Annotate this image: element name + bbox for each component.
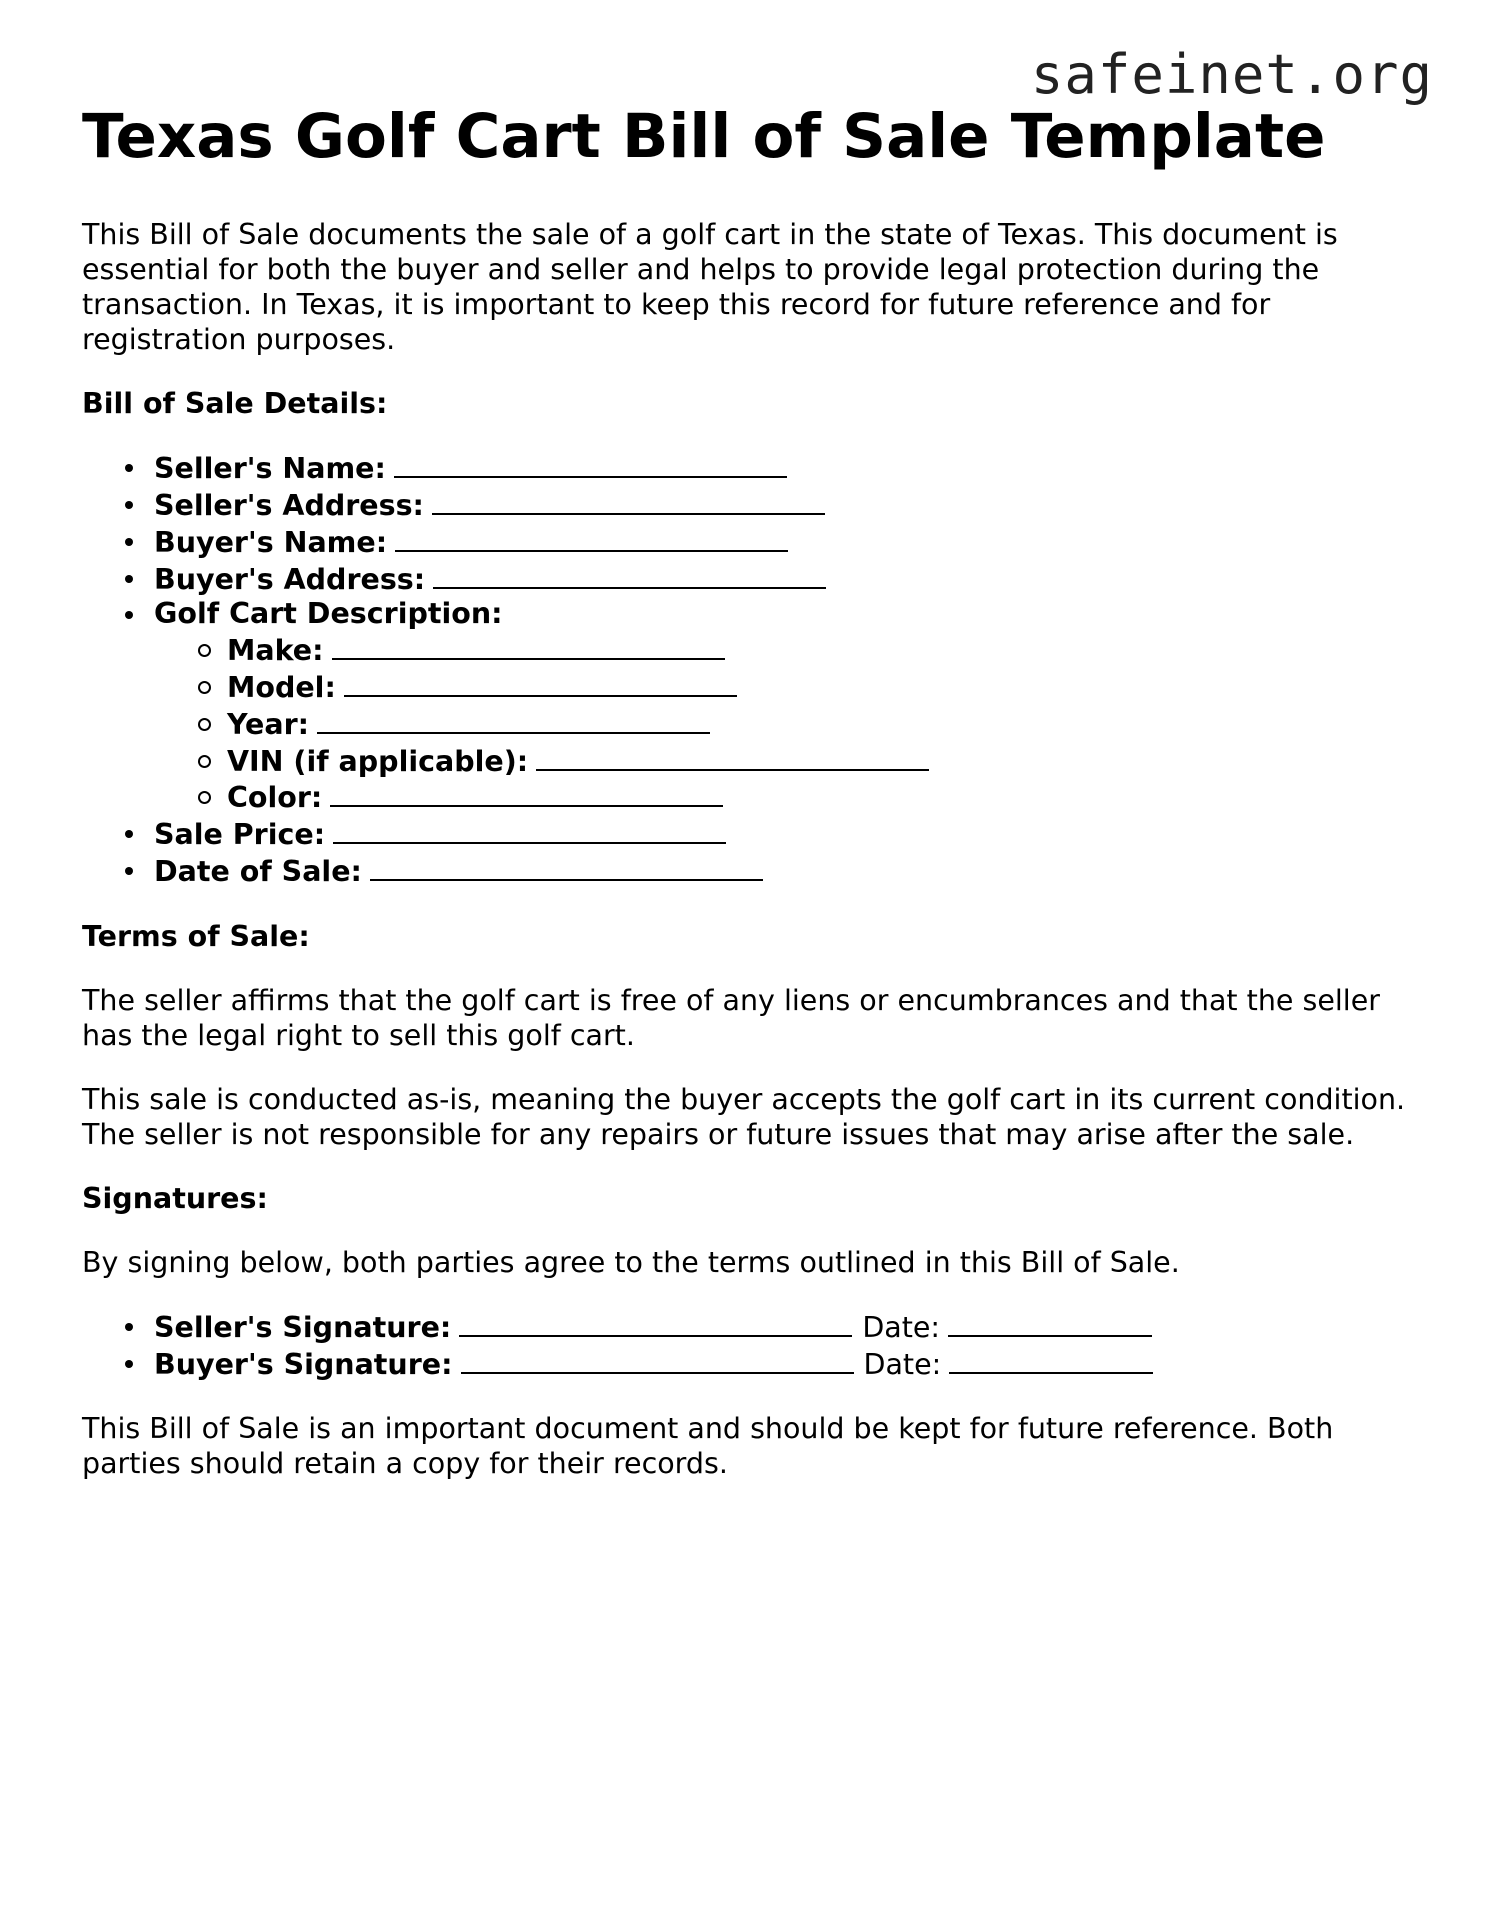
watermark: safeinet.org [1030,43,1433,106]
buyer-signature-item [82,1346,1412,1383]
vin-blank[interactable] [536,743,929,771]
year-label: Year: [227,707,310,741]
vin-label: VIN (if applicable): [227,744,529,778]
seller-name-item [82,450,1412,487]
signatures-intro: By signing below, both parties agree to the terms outlined in this Bill of Sale. [82,1245,1180,1279]
golf-cart-description-item [82,597,1412,632]
vin-item [82,743,1412,780]
closing-paragraph: This Bill of Sale is an important document and should be kept for future reference. Both parties should retain a copy for their records. [82,1412,1334,1481]
seller-address-item [82,487,1412,524]
buyer-signature-blank[interactable] [461,1346,854,1374]
make-label: Make: [227,634,324,668]
date-of-sale-item [82,853,1412,890]
make-item [82,632,1412,669]
year-blank[interactable] [317,706,710,734]
intro-paragraph: This Bill of Sale documents the sale of a golf cart in the state of Texas. This document is essential for both the buyer and seller and helps to provide legal protection during the transaction. In Texas, it is important to keep this record for future reference and for registration purposes. [82,218,1338,357]
year-item [82,706,1412,743]
seller-name-label: Seller's Name: [154,452,386,486]
buyer-address-blank[interactable] [433,561,826,589]
details-list [82,450,1412,890]
sale-price-item [82,816,1412,853]
make-blank[interactable] [332,632,725,660]
seller-date-blank[interactable] [948,1309,1152,1337]
buyer-name-blank[interactable] [395,524,788,552]
terms-paragraph-1: The seller affirms that the golf cart is free of any liens or encumbrances and that the seller has the legal right to sell this golf cart. [82,983,1380,1052]
seller-signature-item [82,1309,1412,1346]
model-label: Model: [227,670,336,704]
buyer-address-label: Buyer's Address: [154,562,426,596]
sale-price-blank[interactable] [333,816,726,844]
color-item [82,779,1412,816]
seller-date-label: Date: [862,1310,941,1344]
date-of-sale-label: Date of Sale: [154,854,362,888]
sale-price-label: Sale Price: [154,818,326,852]
terms-paragraph-2: This sale is conducted as-is, meaning the buyer accepts the golf cart in its current condition. The seller is not responsible for any repairs or future issues that may arise after the sale. [82,1082,1406,1151]
document-page [82,100,1412,1481]
golf-cart-description-label: Golf Cart Description: [154,597,503,631]
color-label: Color: [227,781,323,815]
seller-signature-label: Seller's Signature: [154,1310,452,1344]
document-title: Texas Golf Cart Bill of Sale Template [82,101,1326,172]
buyer-name-item [82,524,1412,561]
color-blank[interactable] [330,779,723,807]
seller-signature-blank[interactable] [459,1309,852,1337]
seller-address-label: Seller's Address: [154,488,424,522]
date-of-sale-blank[interactable] [370,853,763,881]
model-item [82,669,1412,706]
buyer-address-item [82,561,1412,598]
signatures-list [82,1309,1412,1383]
terms-heading: Terms of Sale: [82,919,310,953]
buyer-date-blank[interactable] [949,1346,1153,1374]
details-heading: Bill of Sale Details: [82,387,388,421]
buyer-date-label: Date: [863,1347,942,1381]
seller-address-blank[interactable] [432,487,825,515]
signatures-heading: Signatures: [82,1181,268,1215]
buyer-name-label: Buyer's Name: [154,525,388,559]
buyer-signature-label: Buyer's Signature: [154,1347,453,1381]
seller-name-blank[interactable] [394,450,787,478]
model-blank[interactable] [344,669,737,697]
